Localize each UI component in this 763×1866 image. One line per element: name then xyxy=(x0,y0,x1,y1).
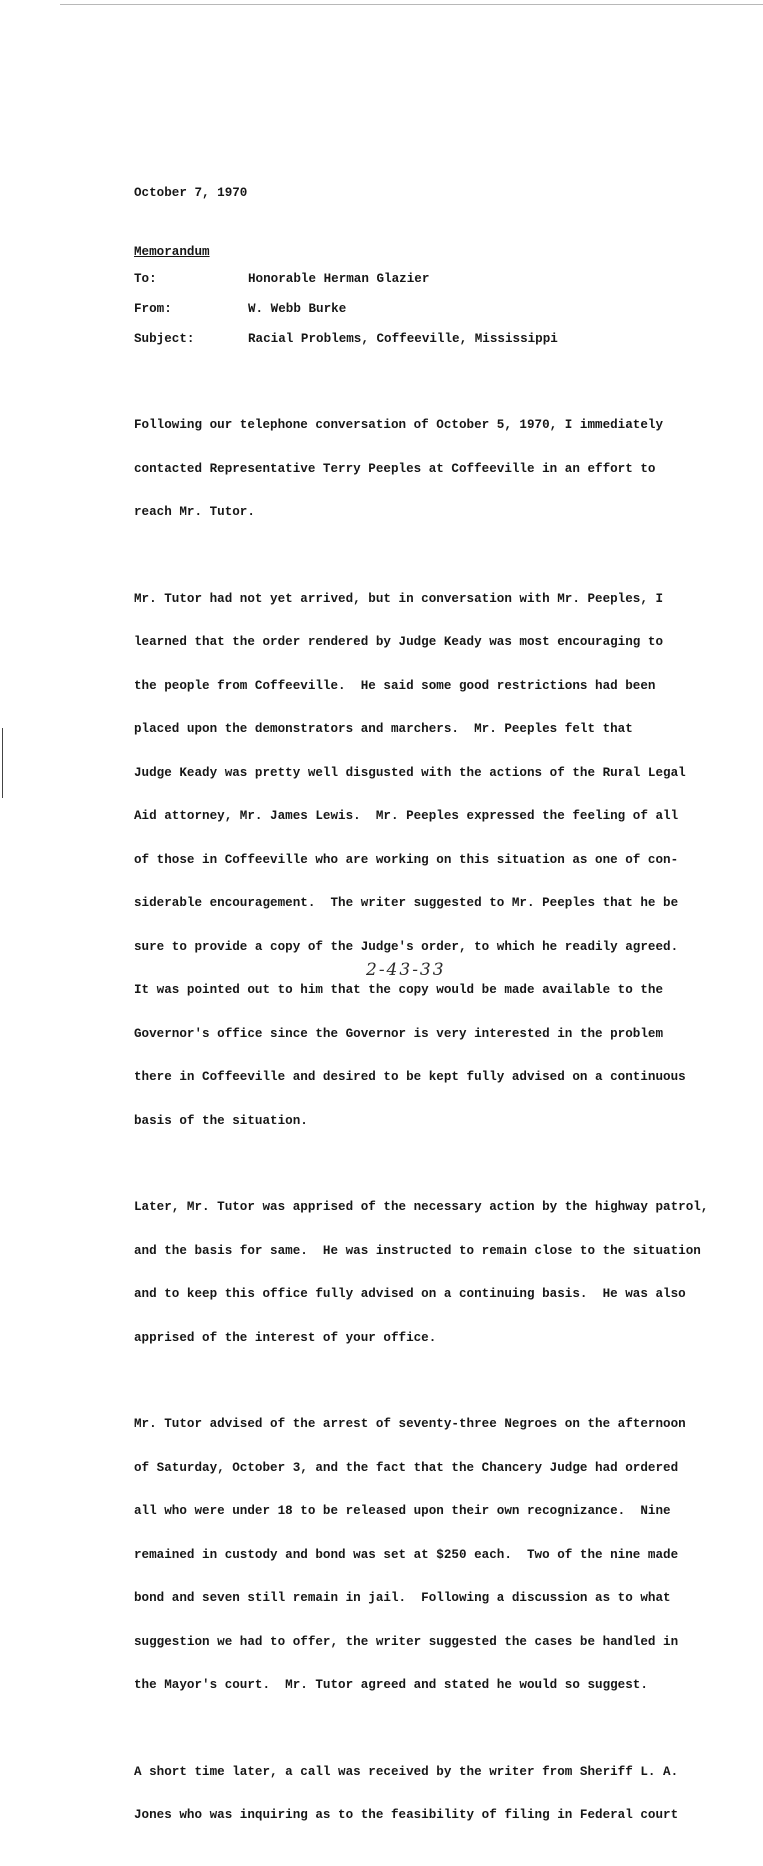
paragraph-line: the people from Coffeeville. He said some good restrictions had been xyxy=(134,678,656,693)
paragraph-line: Later, Mr. Tutor was apprised of the necessary action by the highway patrol, xyxy=(134,1200,709,1214)
paragraph-line: siderable encouragement. The writer suggested to Mr. Peeples that he be xyxy=(134,896,679,910)
paragraph-line: there in Coffeeville and desired to be kept fully advised on a continuous xyxy=(134,1070,686,1084)
paragraph-line: Following our telephone conversation of October 5, 1970, I immediately xyxy=(134,418,664,432)
scan-margin-mark xyxy=(2,728,3,798)
memo-subject-row xyxy=(134,332,714,347)
paragraph-line: learned that the order rendered by Judge Keady was most encouraging to xyxy=(134,635,664,649)
paragraph-line: Governor's office since the Governor is very interested in the problem xyxy=(134,1026,664,1041)
paragraph-line: Mr. Tutor had not yet arrived, but in conversation with Mr. Peeples, I xyxy=(134,591,664,606)
paragraph-line: of those in Coffeeville who are working on this situation as one of con- xyxy=(134,852,679,867)
paragraph xyxy=(134,563,714,1158)
paragraph xyxy=(134,389,714,549)
paragraph-line: Aid attorney, Mr. James Lewis. Mr. Peeples expressed the feeling of all xyxy=(134,809,679,823)
paragraph-line: and the basis for same. He was instructed to remain close to the situation xyxy=(134,1243,701,1258)
memo-heading: Memorandum xyxy=(134,244,210,259)
paragraph-line: of Saturday, October 3, and the fact that the Chancery Judge had ordered xyxy=(134,1460,679,1475)
memo-subject-value: Racial Problems, Coffeeville, Mississippi xyxy=(248,332,558,346)
memo-from-label: From: xyxy=(134,302,172,316)
paragraph-line: A short time later, a call was received by the writer from Sheriff L. A. xyxy=(134,1764,679,1779)
memo-from-value: W. Webb Burke xyxy=(248,302,347,316)
paragraph-line: remained in custody and bond was set at $250 each. Two of the nine made xyxy=(134,1547,679,1562)
paragraph-line: and to keep this office fully advised on a continuing basis. He was also xyxy=(134,1287,686,1301)
memo-subject-label: Subject: xyxy=(134,332,195,346)
handwritten-page-number: 2-43-33 xyxy=(366,960,446,980)
paragraph xyxy=(134,1171,714,1374)
memo-to-value: Honorable Herman Glazier xyxy=(248,272,430,286)
paragraph-line: placed upon the demonstrators and marchers. Mr. Peeples felt that xyxy=(134,722,633,736)
memo-body xyxy=(134,389,714,1852)
paragraph-line: Judge Keady was pretty well disgusted with the actions of the Rural Legal xyxy=(134,765,686,780)
paragraph xyxy=(134,1736,714,1852)
memo-to-label: To: xyxy=(134,272,157,286)
memo-page xyxy=(134,186,714,1866)
paragraph xyxy=(134,1388,714,1722)
scan-edge-line xyxy=(60,4,763,5)
memo-date: October 7, 1970 xyxy=(134,186,248,200)
paragraph-line: Jones who was inquiring as to the feasibility of filing in Federal court xyxy=(134,1808,679,1822)
paragraph-line: contacted Representative Terry Peeples at Coffeeville in an effort to xyxy=(134,461,656,476)
paragraph-line: apprised of the interest of your office. xyxy=(134,1330,437,1345)
memo-to-row xyxy=(134,272,714,287)
paragraph-line: reach Mr. Tutor. xyxy=(134,505,255,519)
paragraph-line: the Mayor's court. Mr. Tutor agreed and stated he would so suggest. xyxy=(134,1678,648,1692)
paragraph-line: bond and seven still remain in jail. Following a discussion as to what xyxy=(134,1591,671,1605)
paragraph-line: sure to provide a copy of the Judge's order, to which he readily agreed. xyxy=(134,939,679,954)
memo-from-row xyxy=(134,302,714,317)
paragraph-line: all who were under 18 to be released upon their own recognizance. Nine xyxy=(134,1504,671,1518)
paragraph-line: basis of the situation. xyxy=(134,1113,308,1128)
paragraph-line: It was pointed out to him that the copy would be made available to the xyxy=(134,983,664,997)
paragraph-line: suggestion we had to offer, the writer suggested the cases be handled in xyxy=(134,1634,679,1649)
paragraph-line: Mr. Tutor advised of the arrest of seventy-three Negroes on the afternoon xyxy=(134,1417,686,1431)
